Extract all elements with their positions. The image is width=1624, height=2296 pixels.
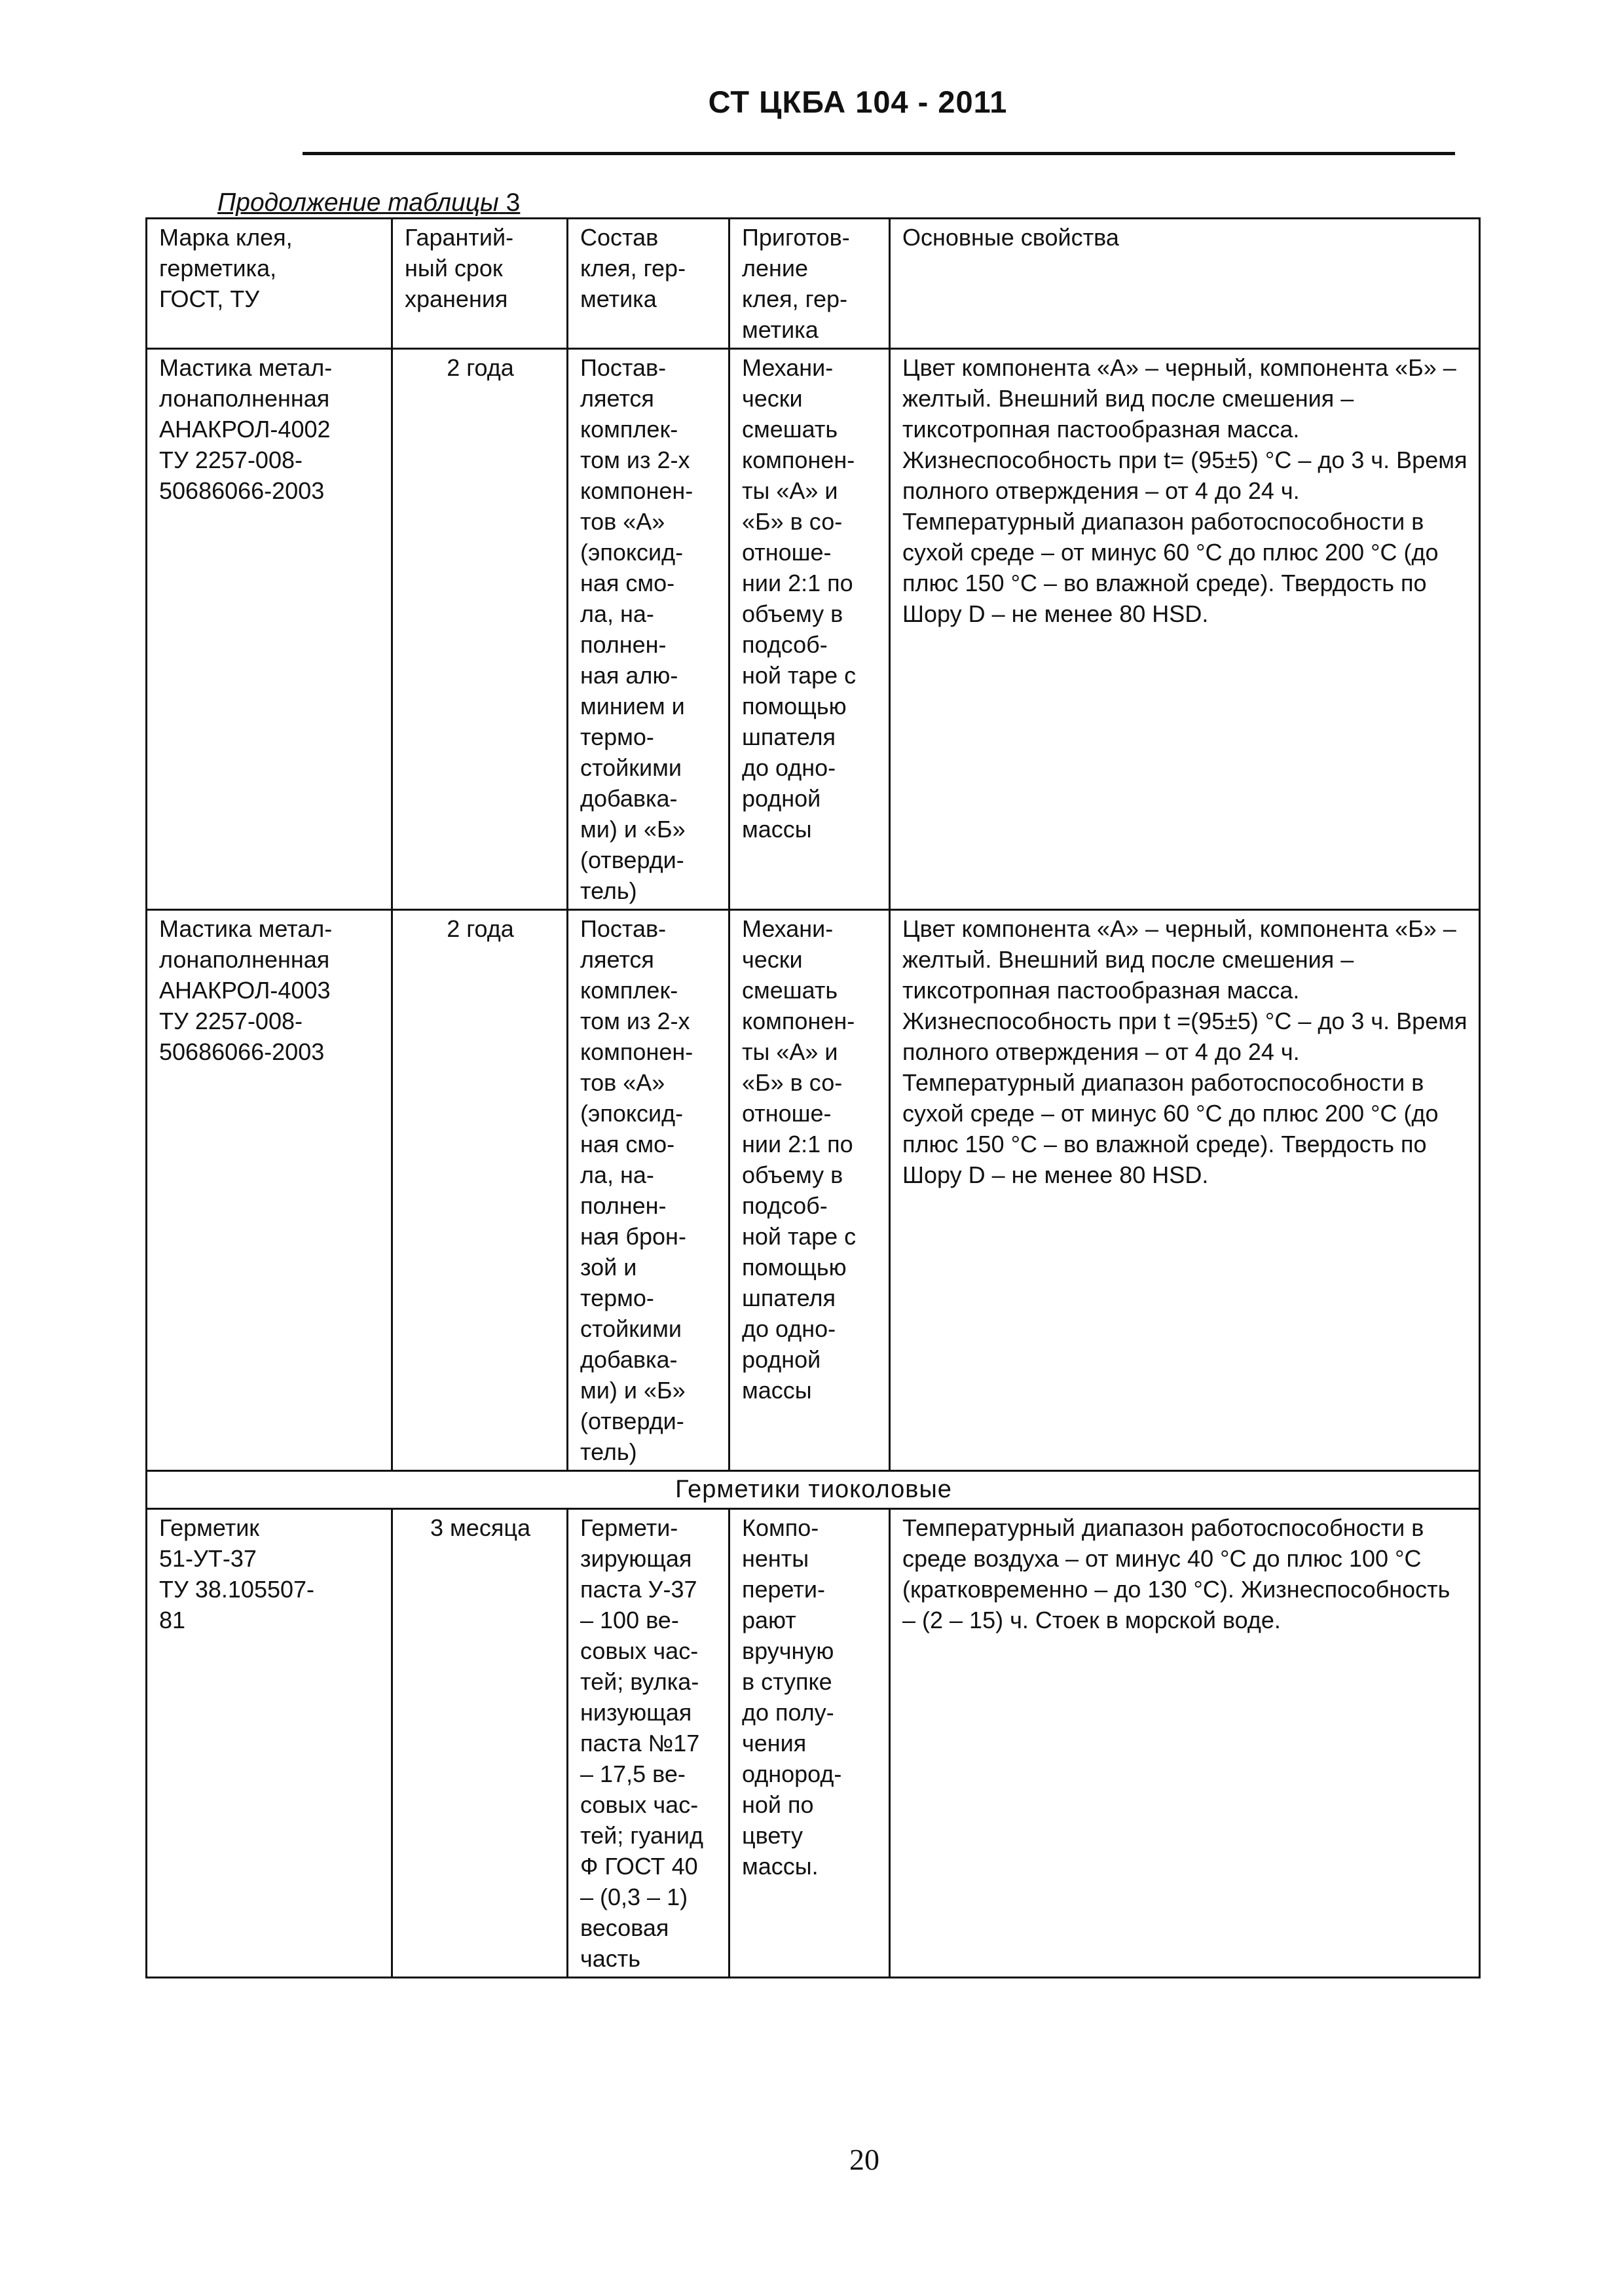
table-header-row — [147, 219, 1480, 349]
column-header-brand: Марка клея, герметика, ГОСТ, ТУ — [147, 219, 392, 349]
column-header-shelf-life: Гарантий- ный срок хранения — [392, 219, 568, 349]
section-header-row — [147, 1471, 1480, 1509]
cell-shelf-life: 2 года — [392, 349, 568, 910]
column-header-properties: Основные свойства — [890, 219, 1480, 349]
table-row — [147, 910, 1480, 1471]
table-row — [147, 1509, 1480, 1978]
cell-properties: Цвет компонента «А» – черный, компонента «Б» – желтый. Внешний вид после смешения – тиксотропная пастообразная масса. Жизнеспособность при t =(95±5) °С – до 3 ч. Время полного отверждения – от 4 до 24 ч. Температурный диапазон работоспособности в сухой среде – от минус 60 °С до плюс 200 °С (до плюс 150 °С – во влажной среде). Твердость по Шору D – не менее 80 HSD. — [890, 910, 1480, 1471]
column-header-preparation: Приготов- ление клея, гер- метика — [729, 219, 890, 349]
table-caption-number: 3 — [506, 189, 521, 217]
cell-brand: Мастика метал- лонаполненная АНАКРОЛ-4003 ТУ 2257-008- 50686066-2003 — [147, 910, 392, 1471]
table-row — [147, 349, 1480, 910]
page-number: 20 — [849, 2143, 879, 2176]
cell-properties: Температурный диапазон работоспособности в среде воздуха – от минус 40 °С до плюс 100 °С (кратковременно – до 130 °С). Жизнеспособность – (2 – 15) ч. Стоек в морской воде. — [890, 1509, 1480, 1978]
cell-composition: Постав- ляется комплек- том из 2-х компонен- тов «А» (эпоксид- ная смо- ла, на- полнен- ная брон- зой и термо- стойкими добавка- ми) и «Б» (отверди- тель) — [568, 910, 729, 1471]
table-caption — [217, 189, 520, 217]
cell-preparation: Механи- чески смешать компонен- ты «А» и «Б» в со- отноше- нии 2:1 по объему в подсоб- ной таре с помощью шпателя до одно- родной массы — [729, 910, 890, 1471]
cell-brand: Герметик 51-УТ-37 ТУ 38.105507- 81 — [147, 1509, 392, 1978]
table-caption-label: Продолжение таблицы — [217, 189, 499, 217]
cell-shelf-life: 3 месяца — [392, 1509, 568, 1978]
cell-composition: Постав- ляется комплек- том из 2-х компонен- тов «А» (эпоксид- ная смо- ла, на- полнен- ная алю- минием и термо- стойкими добавка- ми) и «Б» (отверди- тель) — [568, 349, 729, 910]
cell-properties: Цвет компонента «А» – черный, компонента «Б» – желтый. Внешний вид после смешения – тиксотропная пастообразная масса. Жизнеспособность при t= (95±5) °С – до 3 ч. Время полного отверждения – от 4 до 24 ч. Температурный диапазон работоспособности в сухой среде – от минус 60 °С до плюс 200 °С (до плюс 150 °С – во влажной среде). Твердость по Шору D – не менее 80 HSD. — [890, 349, 1480, 910]
cell-preparation: Компо- ненты перети- рают вручную в ступке до полу- чения однород- ной по цвету массы. — [729, 1509, 890, 1978]
column-header-composition: Состав клея, гер- метика — [568, 219, 729, 349]
cell-composition: Гермети- зирующая паста У-37 – 100 ве- совых час- тей; вулка- низующая паста №17 – 17,5 ве- совых час- тей; гуанид Ф ГОСТ 40 – (0,3 – 1) весовая часть — [568, 1509, 729, 1978]
materials-table — [145, 217, 1481, 1978]
cell-shelf-life: 2 года — [392, 910, 568, 1471]
header-divider — [303, 152, 1455, 155]
document-code: СТ ЦКБА 104 - 2011 — [708, 84, 1008, 119]
section-title: Герметики тиоколовые — [147, 1471, 1480, 1509]
cell-preparation: Механи- чески смешать компонен- ты «А» и «Б» в со- отноше- нии 2:1 по объему в подсоб- ной таре с помощью шпателя до одно- родной массы — [729, 349, 890, 910]
cell-brand: Мастика метал- лонаполненная АНАКРОЛ-4002 ТУ 2257-008- 50686066-2003 — [147, 349, 392, 910]
